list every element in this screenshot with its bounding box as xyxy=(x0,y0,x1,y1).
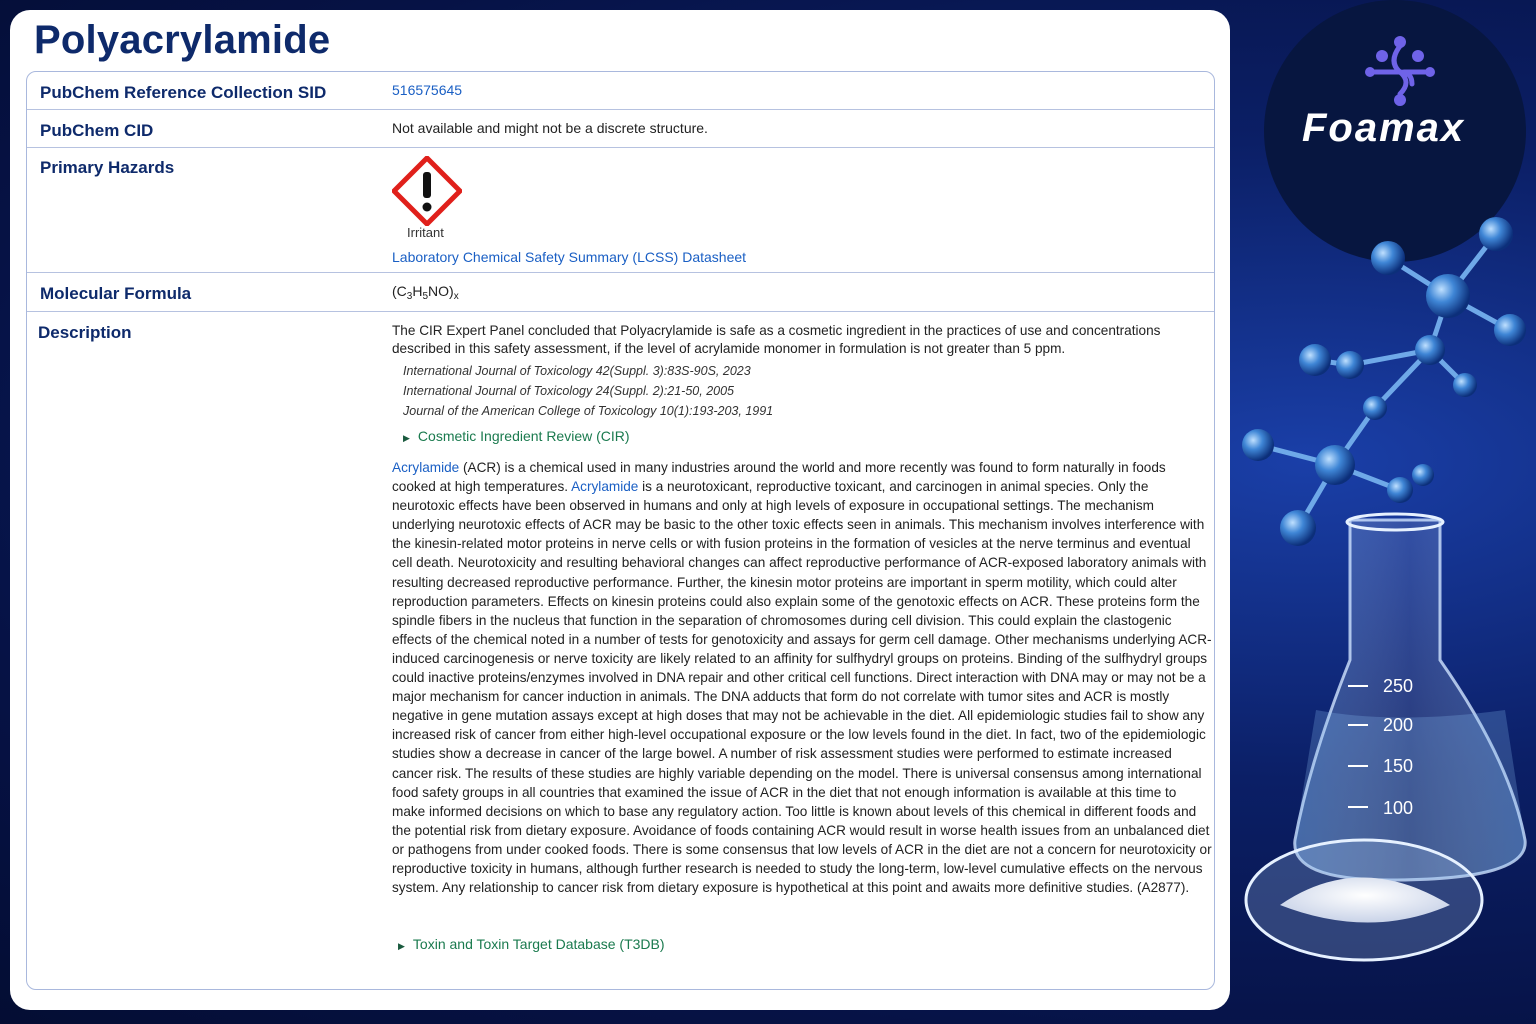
formula-label: Molecular Formula xyxy=(40,284,192,303)
flask-mark: 150 xyxy=(1383,756,1414,776)
cid-label: PubChem CID xyxy=(40,121,154,140)
row-formula xyxy=(27,273,1214,312)
cid-value: Not available and might not be a discrete structure. xyxy=(392,120,708,136)
cir-summary-text: The CIR Expert Panel concluded that Polyacrylamide is safe as a cosmetic ingredient in the practices of use and concentrations described in this safety assessment, if the level of acrylamide monomer in formulation is not greater than 5 ppm. xyxy=(392,323,1161,357)
page-title: Polyacrylamide xyxy=(34,18,331,62)
citation: Journal of the American College of Toxicology 10(1):193-203, 1991 xyxy=(403,404,774,418)
brand-name: Foamax xyxy=(1302,106,1466,150)
flask-mark: 200 xyxy=(1383,715,1414,735)
row-cid xyxy=(27,110,1214,148)
citation: International Journal of Toxicology 24(Suppl. 2):21-50, 2005 xyxy=(403,384,735,398)
acrylamide-link[interactable]: Acrylamide xyxy=(392,460,460,475)
cir-source-toggle[interactable]: ▶ Cosmetic Ingredient Review (CIR) xyxy=(403,428,630,444)
properties-table xyxy=(26,71,1215,990)
acr-description-text: Acrylamide (ACR) is a chemical used in many industries around the world and more recently was found to form naturally in foods cooked at high temperatures. Acrylamide is a neurotoxicant, reproductive toxicant, and carcinogen in animal species. Only the neurotoxic effects have been observed in humans and only at high levels of exposure in occupational settings. The mechanism underlying neurotoxic effects of ACR may be basic to the other toxic effects seen in animals. This mechanism involves interference with the kinesin-related motor proteins in nerve cells or with fusion proteins in the formation of vesicles at the nerve terminus and eventual cell death. Neurotoxicity and resulting behavioral changes can affect reproductive performance of ACR-exposed laboratory animals with resulting decreased reproductive performance. Further, the kinesin motor proteins are important in sperm motility, which could alter reproduction parameters. Effects on kinesin proteins could also explain some of the genotoxic effects on ACR. These proteins form the spindle fibers in the nucleus that function in the separation of chromosomes during cell division. This could explain the clastogenic effects of the chemical noted in a number of tests for genotoxicity and assays for germ cell damage. Other mechanisms underlying ACR-induced carcinogenesis or nerve toxicity are likely related to an affinity for sulfhydryl groups on proteins. Binding of the sulfhydryl groups could inactive proteins/enzymes involved in DNA repair and other critical cell functions. Direct interaction with DNA may or may not be a major mechanism for cancer induction in animals. The DNA adducts that form do not correlate with tumor sites and ACR is mostly negative in gene mutation assays except at high doses that may not be achievable in the diet. All epidemiologic studies fail to show any increased risk of cancer from either high-level occupational exposure or the low levels found in the diet. In fact, two of the epidemiologic studies show a decrease in cancer of the large bowel. A number of risk assessment studies were performed to estimate increased cancer risk. The results of these studies are highly variable depending on the model. There is universal consensus among international food safety groups in all countries that examined the issue of ACR in the diet that not enough information is available at this time to make informed decisions on which to base any regulatory action. Too little is known about levels of this chemical in different foods and the potential risk from dietary exposure. Avoidance of foods containing ACR would result in worse health issues from an unbalanced diet or pathogens from under cooked foods. There is some consensus that low levels of ACR in the diet are not a concern for neurotoxicity or reproductive toxicity in humans, although further research is needed to study the long-term, low-level cumulative effects on the nervous system. Any relationship to cancer risk from dietary exposure is hypothetical at this point and awaits more definitive studies. (A2877). xyxy=(392,460,1212,896)
exclamation-hazard-icon[interactable] xyxy=(392,156,462,226)
row-sid xyxy=(27,72,1214,110)
sid-label: PubChem Reference Collection SID xyxy=(40,83,327,102)
acrylamide-link[interactable]: Acrylamide xyxy=(571,479,639,495)
formula-value: $(C_3H_5NO)_x$ xyxy=(392,283,459,302)
row-hazards xyxy=(27,148,1214,273)
hazard-caption: Irritant xyxy=(407,225,444,240)
hazards-label: Primary Hazards xyxy=(40,158,175,177)
flask-mark: 100 xyxy=(1383,798,1414,818)
flask-mark: 250 xyxy=(1383,676,1414,696)
row-description xyxy=(27,312,1214,990)
citation: International Journal of Toxicology 42(Suppl. 3):83S-90S, 2023 xyxy=(403,364,751,378)
description-label: Description xyxy=(38,323,132,342)
lcss-datasheet-link[interactable]: Laboratory Chemical Safety Summary (LCSS) Datasheet xyxy=(392,249,747,265)
compound-card xyxy=(10,10,1230,1010)
foamax-logo-icon xyxy=(1360,32,1440,112)
sid-link[interactable]: 516575645 xyxy=(392,82,463,98)
t3db-source-toggle[interactable]: ▶ Toxin and Toxin Target Database (T3DB) xyxy=(398,936,665,952)
triangle-right-icon: ▶ xyxy=(398,941,405,951)
triangle-right-icon: ▶ xyxy=(403,433,410,443)
